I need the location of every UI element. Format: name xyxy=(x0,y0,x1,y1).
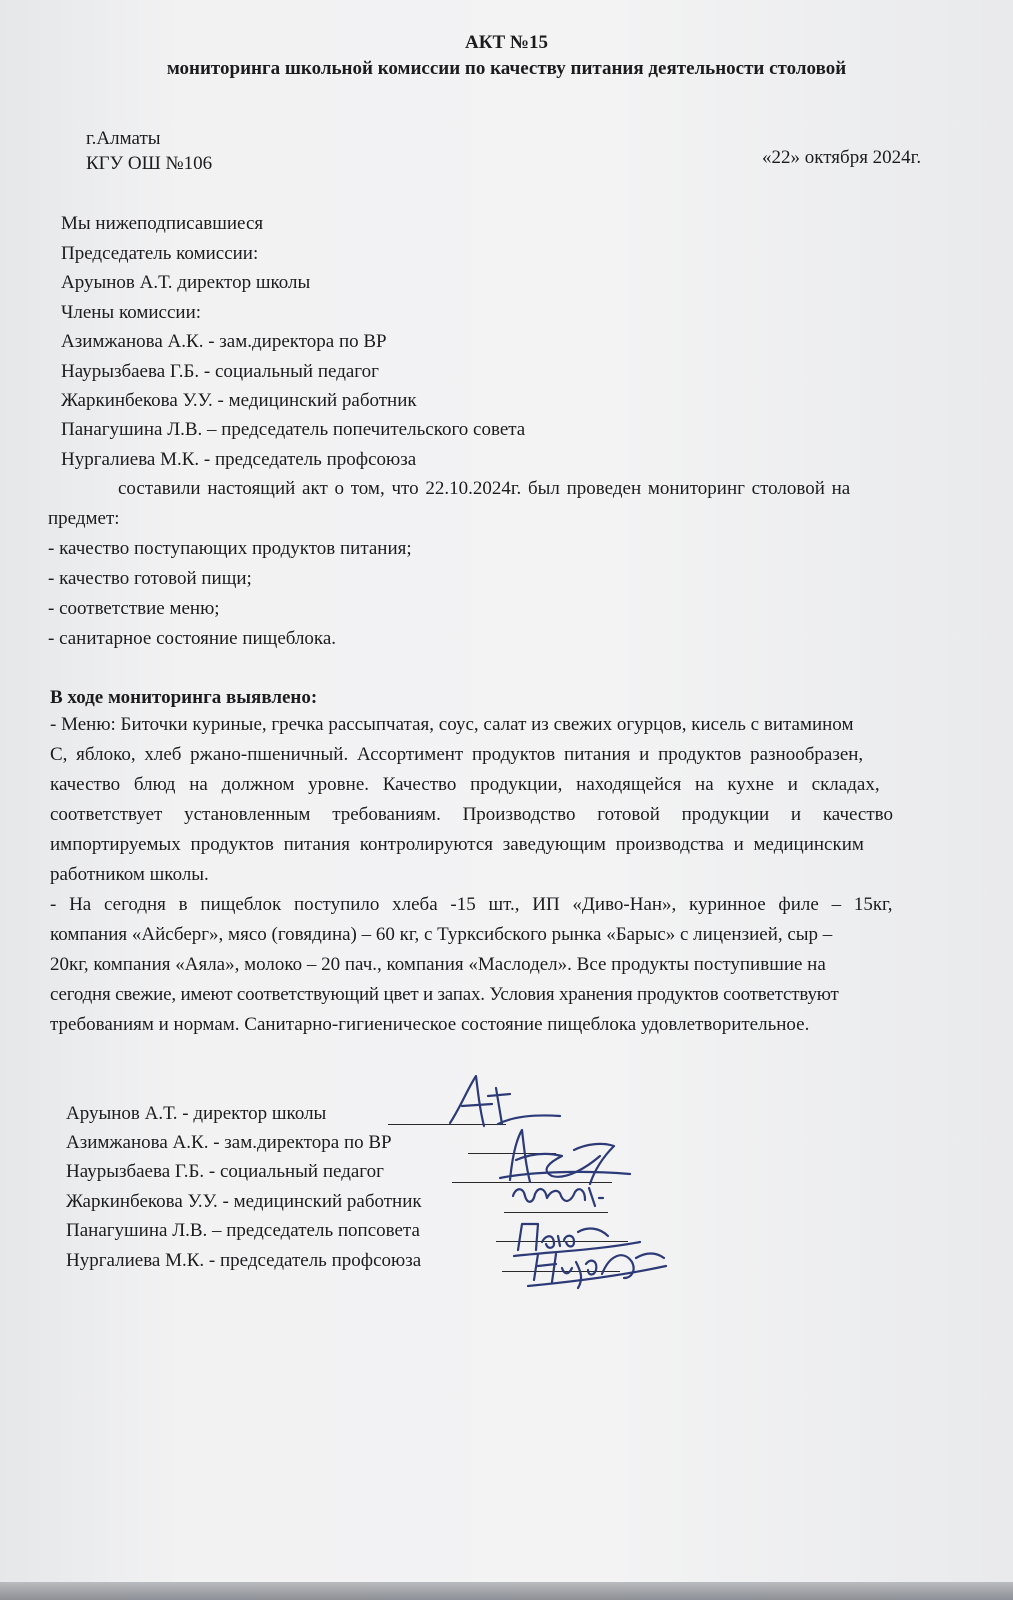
chair-heading: Председатель комиссии: xyxy=(61,243,259,264)
findings-line: - На сегодня в пищеблок поступило хлеба -15 шт., ИП «Диво-Нан», куринное филе – 15кг, xyxy=(50,894,893,915)
findings-line: 20кг, компания «Аяла», молоко – 20 пач., компания «Маслодел». Все продукты поступившие на xyxy=(50,954,826,975)
list-item: - качество готовой пищи; xyxy=(48,568,252,589)
handwritten-signature-medical xyxy=(505,1176,615,1216)
signature-label: Жаркинбекова У.У. - медицинский работник xyxy=(66,1191,422,1212)
findings-line: требованиям и нормам. Санитарно-гигиеническое состояние пищеблока удовлетворительное. xyxy=(50,1014,810,1035)
findings-line: компания «Айсберг», мясо (говядина) – 60 кг, с Турксибского рынка «Барыс» с лицензией, сыр – xyxy=(50,924,833,945)
findings-line: соответствует установленным требованиям. Производство готовой продукции и качество xyxy=(50,804,893,825)
findings-line: - Меню: Биточки куриные, гречка рассыпчатая, соус, салат из свежих огурцов, кисель с витамином xyxy=(50,714,854,735)
findings-line: импортируемых продуктов питания контролируются заведующим производства и медицинским xyxy=(50,834,864,855)
member-line: Наурызбаева Г.Б. - социальный педагог xyxy=(61,361,379,382)
chair-name: Аруынов А.Т. директор школы xyxy=(61,272,311,293)
findings-line: качество блюд на должном уровне. Качество продукции, находящейся на кухне и складах, xyxy=(50,774,880,795)
list-item: - соответствие меню; xyxy=(48,598,220,619)
findings-heading: В ходе мониторинга выявлено: xyxy=(50,687,318,708)
signature-label: Панагушина Л.В. – председатель попсовета xyxy=(66,1220,420,1241)
findings-line: сегодня свежие, имеют соответствующий цвет и запах. Условия хранения продуктов соответствуют xyxy=(50,984,839,1005)
member-line: Панагушина Л.В. – председатель попечительского совета xyxy=(61,419,526,440)
document-subtitle: мониторинга школьной комиссии по качеству питания деятельности столовой xyxy=(166,58,847,79)
handwritten-signature-union xyxy=(520,1244,670,1294)
statement-line: предмет: xyxy=(48,508,120,529)
photo-edge xyxy=(0,1582,1013,1600)
city: г.Алматы xyxy=(86,128,161,149)
findings-line: работником школы. xyxy=(50,864,209,885)
list-item: - санитарное состояние пищеблока. xyxy=(48,628,337,649)
statement-line: составили настоящий акт о том, что 22.10.2024г. был проведен мониторинг столовой на xyxy=(118,478,851,499)
member-line: Нургалиева М.К. - председатель профсоюза xyxy=(61,449,417,470)
committee-intro: Мы нижеподписавшиеся xyxy=(61,213,264,234)
signature-label: Азимжанова А.К. - зам.директора по ВР xyxy=(66,1132,392,1153)
list-item: - качество поступающих продуктов питания; xyxy=(48,538,412,559)
document-title: АКТ №15 xyxy=(464,32,548,53)
school-name: КГУ ОШ №106 xyxy=(86,153,213,174)
findings-line: С, яблоко, хлеб ржано-пшеничный. Ассортимент продуктов питания и продуктов разнообразен, xyxy=(50,744,864,765)
signature-label: Наурызбаева Г.Б. - социальный педагог xyxy=(66,1161,384,1182)
signature-label: Нургалиева М.К. - председатель профсоюза xyxy=(66,1250,422,1271)
signature-label: Аруынов А.Т. - директор школы xyxy=(66,1103,327,1124)
document-date: «22» октября 2024г. xyxy=(762,147,922,168)
member-line: Жаркинбекова У.У. - медицинский работник xyxy=(61,390,417,411)
member-line: Азимжанова А.К. - зам.директора по ВР xyxy=(61,331,387,352)
members-heading: Члены комиссии: xyxy=(61,302,202,323)
